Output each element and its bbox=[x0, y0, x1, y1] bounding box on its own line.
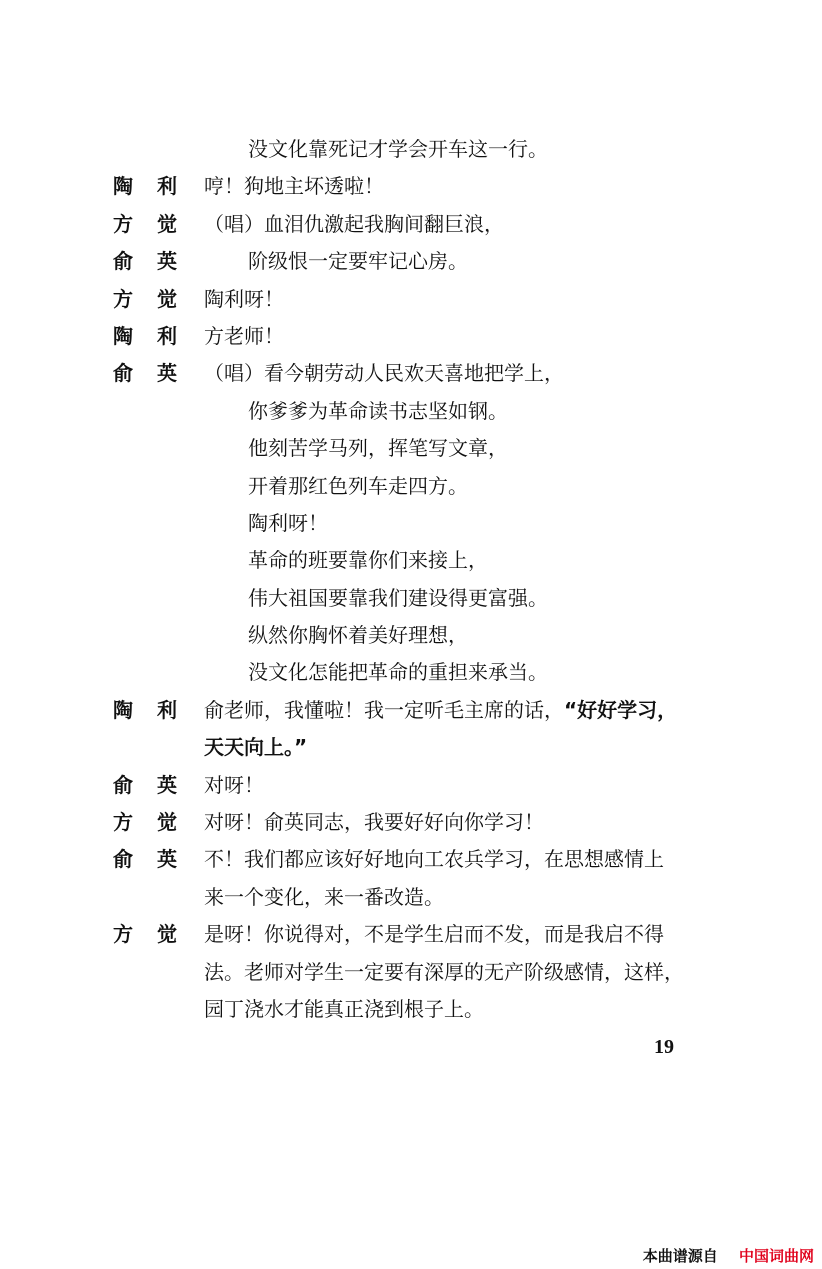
speaker-char: 方 bbox=[113, 922, 133, 947]
line-text bbox=[204, 131, 733, 168]
speaker-char: 英 bbox=[157, 772, 177, 797]
speaker-name bbox=[113, 692, 204, 729]
line-text bbox=[204, 916, 733, 953]
speaker-char: 陶 bbox=[113, 323, 133, 348]
dialogue-line bbox=[113, 281, 733, 318]
speaker-char bbox=[113, 393, 157, 430]
line-text bbox=[204, 393, 733, 430]
line-text bbox=[204, 542, 733, 579]
quote-text: “好好学习， bbox=[564, 697, 678, 722]
text-segment: 法。老师对学生一定要有深厚的无产阶级感情，这样， bbox=[204, 959, 684, 984]
speaker-name bbox=[113, 168, 204, 205]
speaker-char: 方 bbox=[113, 211, 133, 236]
line-text bbox=[204, 804, 733, 841]
speaker-char: 陶 bbox=[113, 697, 133, 722]
speaker-char: 方 bbox=[113, 810, 133, 835]
text-segment: 对呀！俞英同志，我要好好向你学习！ bbox=[204, 810, 544, 835]
footer-source-label: 本曲谱源自 bbox=[642, 1247, 718, 1265]
line-text bbox=[204, 841, 733, 878]
speaker-char: 英 bbox=[157, 361, 177, 386]
dialogue-line bbox=[113, 916, 733, 953]
speaker-name bbox=[113, 991, 204, 1028]
text-segment: 他刻苦学马列，挥笔写文章， bbox=[248, 436, 508, 461]
text-segment: 阶级恨一定要牢记心房。 bbox=[248, 249, 468, 274]
speaker-char: 觉 bbox=[157, 286, 177, 311]
dialogue-line bbox=[113, 131, 733, 168]
line-text bbox=[204, 468, 733, 505]
speaker-name bbox=[113, 767, 204, 804]
speaker-char: 利 bbox=[157, 323, 177, 348]
speaker-char: 觉 bbox=[157, 922, 177, 947]
speaker-char bbox=[157, 505, 201, 542]
dialogue-line bbox=[113, 468, 733, 505]
speaker-char bbox=[157, 430, 201, 467]
speaker-name bbox=[113, 131, 204, 168]
speaker-name bbox=[113, 281, 204, 318]
speaker-name bbox=[113, 729, 204, 766]
speaker-char bbox=[113, 468, 157, 505]
dialogue-line bbox=[113, 692, 733, 729]
speaker-char bbox=[113, 729, 157, 766]
text-segment: 是呀！你说得对，不是学生启而不发，而是我启不得 bbox=[204, 922, 664, 947]
dialogue-line bbox=[113, 430, 733, 467]
speaker-char bbox=[157, 542, 201, 579]
dialogue-line bbox=[113, 841, 733, 878]
speaker-char bbox=[157, 580, 201, 617]
speaker-char: 利 bbox=[157, 697, 177, 722]
line-text bbox=[204, 430, 733, 467]
speaker-name bbox=[113, 954, 204, 991]
line-text bbox=[204, 729, 733, 766]
line-text bbox=[204, 505, 733, 542]
speaker-char bbox=[113, 580, 157, 617]
speaker-name bbox=[113, 206, 204, 243]
page-number: 19 bbox=[654, 1036, 674, 1058]
speaker-char: 英 bbox=[157, 847, 177, 872]
speaker-char: 俞 bbox=[113, 847, 133, 872]
text-segment: （唱）看今朝劳动人民欢天喜地把学上， bbox=[204, 361, 564, 386]
speaker-name bbox=[113, 617, 204, 654]
dialogue-line bbox=[113, 243, 733, 280]
speaker-char bbox=[113, 617, 157, 654]
line-text bbox=[204, 243, 733, 280]
text-segment: 陶利呀！ bbox=[204, 286, 284, 311]
speaker-char bbox=[157, 991, 201, 1028]
quote-text: 天天向上。” bbox=[204, 735, 308, 760]
text-segment: 陶利呀！ bbox=[248, 510, 328, 535]
speaker-name bbox=[113, 355, 204, 392]
speaker-char: 方 bbox=[113, 286, 133, 311]
dialogue-line bbox=[113, 804, 733, 841]
text-segment: 不！我们都应该好好地向工农兵学习，在思想感情上 bbox=[204, 847, 664, 872]
dialogue-line bbox=[113, 954, 733, 991]
dialogue-line bbox=[113, 505, 733, 542]
speaker-name bbox=[113, 542, 204, 579]
dialogue-line bbox=[113, 393, 733, 430]
speaker-char bbox=[157, 468, 201, 505]
speaker-name bbox=[113, 841, 204, 878]
text-segment: 俞老师，我懂啦！我一定听毛主席的话， bbox=[204, 697, 564, 722]
line-text bbox=[204, 654, 733, 691]
speaker-char bbox=[157, 729, 201, 766]
speaker-char bbox=[157, 654, 201, 691]
speaker-char: 俞 bbox=[113, 361, 133, 386]
dialogue-line bbox=[113, 206, 733, 243]
speaker-name bbox=[113, 654, 204, 691]
text-segment: 纵然你胸怀着美好理想， bbox=[248, 623, 468, 648]
line-text bbox=[204, 879, 733, 916]
dialogue-line bbox=[113, 355, 733, 392]
text-segment: 没文化怎能把革命的重担来承当。 bbox=[248, 660, 548, 685]
footer-watermark bbox=[643, 1245, 814, 1266]
dialogue-line bbox=[113, 318, 733, 355]
speaker-name bbox=[113, 243, 204, 280]
text-segment: 来一个变化，来一番改造。 bbox=[204, 884, 444, 909]
speaker-char: 俞 bbox=[113, 249, 133, 274]
line-text bbox=[204, 767, 733, 804]
speaker-name bbox=[113, 580, 204, 617]
speaker-char bbox=[157, 617, 201, 654]
speaker-char: 陶 bbox=[113, 174, 133, 199]
speaker-char: 觉 bbox=[157, 211, 177, 236]
dialogue-line bbox=[113, 168, 733, 205]
speaker-name bbox=[113, 393, 204, 430]
speaker-char bbox=[113, 879, 157, 916]
dialogue-line bbox=[113, 542, 733, 579]
speaker-char bbox=[113, 131, 157, 168]
speaker-char: 英 bbox=[157, 249, 177, 274]
speaker-name bbox=[113, 804, 204, 841]
dialogue-line bbox=[113, 617, 733, 654]
text-segment: 伟大祖国要靠我们建设得更富强。 bbox=[248, 585, 548, 610]
speaker-name bbox=[113, 468, 204, 505]
speaker-char bbox=[113, 954, 157, 991]
speaker-char bbox=[113, 542, 157, 579]
speaker-char: 觉 bbox=[157, 810, 177, 835]
speaker-name bbox=[113, 879, 204, 916]
speaker-char: 利 bbox=[157, 174, 177, 199]
speaker-char: 俞 bbox=[113, 772, 133, 797]
line-text bbox=[204, 991, 733, 1028]
speaker-char bbox=[113, 654, 157, 691]
line-text bbox=[204, 318, 733, 355]
speaker-char bbox=[157, 131, 201, 168]
speaker-char bbox=[113, 991, 157, 1028]
footer-site-name: 中国词曲网 bbox=[738, 1247, 814, 1265]
text-segment: 革命的班要靠你们来接上， bbox=[248, 548, 488, 573]
dialogue-line bbox=[113, 991, 733, 1028]
line-text bbox=[204, 954, 733, 991]
text-segment: 方老师！ bbox=[204, 323, 284, 348]
line-text bbox=[204, 206, 733, 243]
line-text bbox=[204, 617, 733, 654]
line-text bbox=[204, 355, 733, 392]
text-segment: 没文化靠死记才学会开车这一行。 bbox=[248, 137, 548, 161]
text-segment: 园丁浇水才能真正浇到根子上。 bbox=[204, 996, 484, 1021]
line-text bbox=[204, 281, 733, 318]
script-text bbox=[113, 131, 733, 1028]
text-segment: 哼！狗地主坏透啦！ bbox=[204, 174, 384, 199]
line-text bbox=[204, 692, 733, 729]
text-segment: 你爹爹为革命读书志坚如钢。 bbox=[248, 398, 508, 423]
speaker-char bbox=[113, 505, 157, 542]
text-segment: （唱）血泪仇激起我胸间翻巨浪， bbox=[204, 211, 504, 236]
speaker-char bbox=[157, 954, 201, 991]
text-segment: 对呀！ bbox=[204, 772, 264, 797]
speaker-name bbox=[113, 505, 204, 542]
dialogue-line bbox=[113, 767, 733, 804]
speaker-char bbox=[157, 393, 201, 430]
dialogue-line bbox=[113, 879, 733, 916]
text-segment: 开着那红色列车走四方。 bbox=[248, 473, 468, 498]
dialogue-line bbox=[113, 580, 733, 617]
speaker-name bbox=[113, 430, 204, 467]
speaker-char bbox=[113, 430, 157, 467]
dialogue-line bbox=[113, 729, 733, 766]
speaker-name bbox=[113, 318, 204, 355]
speaker-char bbox=[157, 879, 201, 916]
line-text bbox=[204, 168, 733, 205]
speaker-name bbox=[113, 916, 204, 953]
dialogue-line bbox=[113, 654, 733, 691]
line-text bbox=[204, 580, 733, 617]
